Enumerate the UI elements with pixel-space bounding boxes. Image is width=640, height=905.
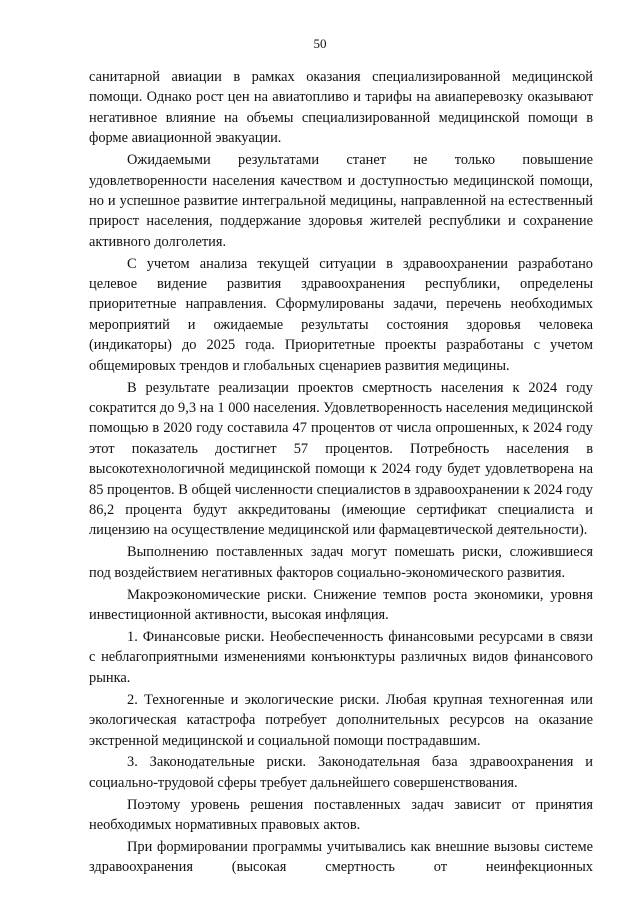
paragraph-1: санитарной авиации в рамках оказания специализированной медицинской помощи. Однако рост цен на авиатопливо и тарифы на авиаперевозку оказывают негативное влияние на объемы специализированной медицинской помощи в форме авиационной эвакуации.	[89, 69, 593, 147]
paragraph-6: Макроэкономические риски. Снижение темпов роста экономики, уровня инвестиционной активности, высокая инфляция.	[89, 586, 593, 624]
paragraph-10: Поэтому уровень решения поставленных задач зависит от принятия необходимых нормативных правовых актов.	[89, 796, 593, 834]
paragraph-8: 2. Техногенные и экологические риски. Любая крупная техногенная или экологическая катастрофа потребует дополнительных ресурсов на оказание экстренной медицинской и социальной помощи пострадавшим.	[89, 691, 593, 749]
paragraph-2: Ожидаемыми результатами станет не только повышение удовлетворенности населения качеством и доступностью медицинской помощи, но и успешное развитие интегральной медицины, направленной на естественный прирост населения, поддержание здоровья жителей республики и сохранение активного долголетия.	[89, 152, 593, 250]
paragraph-3: С учетом анализа текущей ситуации в здравоохранении разработано целевое видение развития здравоохранения республики, определены приоритетные направления. Сформулированы задачи, перечень необходимых мероприятий и ожидаемые результаты состояния здоровья человека (индикаторы) до 2025 года. Приоритетные проекты разработаны с учетом общемировых трендов и глобальных сценариев развития медицины.	[89, 255, 593, 374]
document-body	[89, 67, 593, 879]
paragraph-7: 1. Финансовые риски. Необеспеченность финансовыми ресурсами в связи с неблагоприятными изменениями конъюнктуры различных видов финансового рынка.	[89, 628, 593, 686]
paragraph-11: При формировании программы учитывались как внешние вызовы системе здравоохранения (высокая смертность от неинфекционных	[89, 839, 593, 876]
page-number: 50	[313, 36, 327, 51]
paragraph-5: Выполнению поставленных задач могут помешать риски, сложившиеся под воздействием негативных факторов социально-экономического развития.	[89, 544, 593, 581]
paragraph-9: 3. Законодательные риски. Законодательная база здравоохранения и социально-трудовой сферы требует дальнейшего совершенствования.	[89, 754, 593, 791]
paragraph-4: В результате реализации проектов смертность населения к 2024 году сократится до 9,3 на 1 000 населения. Удовлетворенность населения медицинской помощью в 2020 году составила 47 процентов от числа опрошенных, к 2024 году этот показатель достигнет 57 процентов. Потребность населения в высокотехнологичной медицинской помощи к 2024 году будет удовлетворена на 85 процентов. В общей численности специалистов в здравоохранении к 2024 году 86,2 процента будут аккредитованы (имеющие сертификат специалиста и лицензию на осуществление медицинской или фармацевтической деятельности).	[89, 379, 593, 539]
